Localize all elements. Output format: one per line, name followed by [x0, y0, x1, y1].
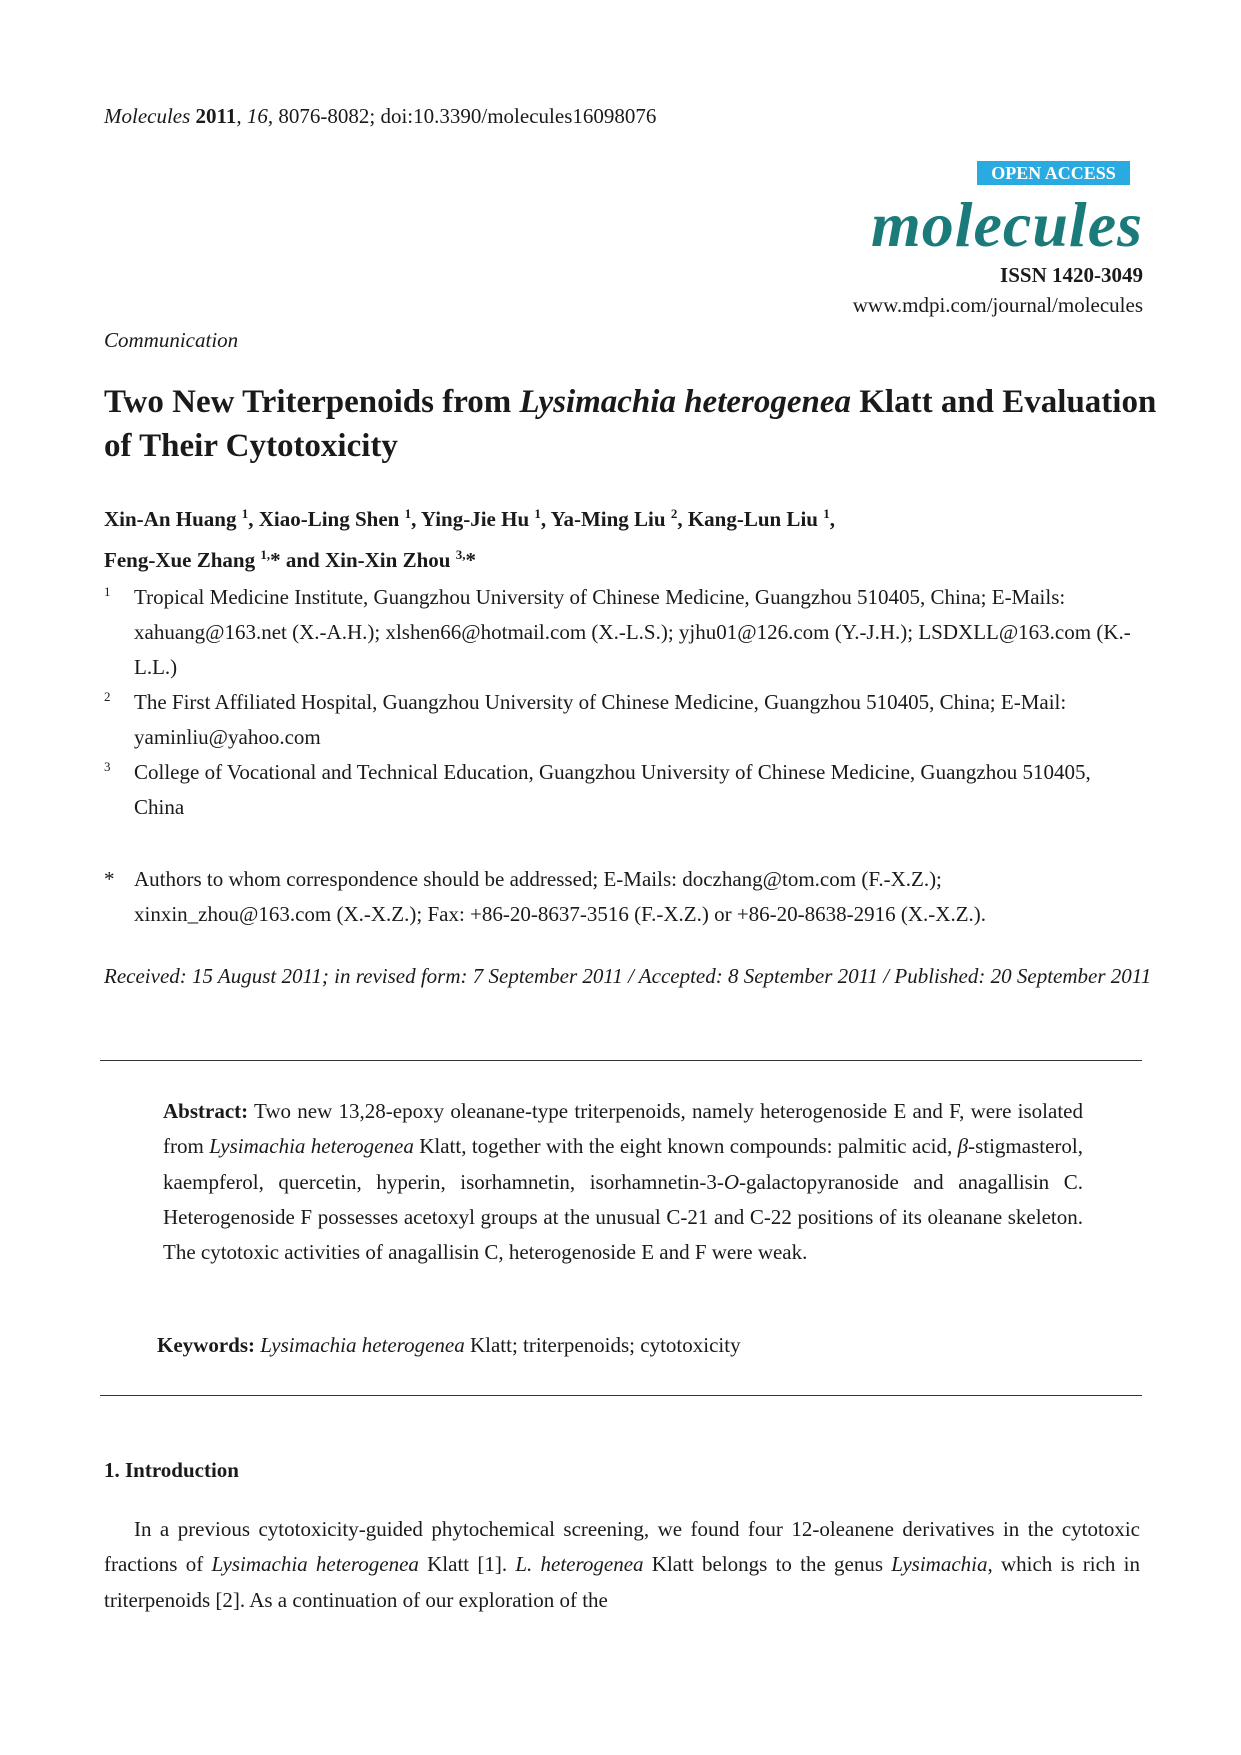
publication-dates: Received: 15 August 2011; in revised form: 7 September 2011 / Accepted: 8 September 2011 / Published: 20 September 2011	[104, 964, 1152, 988]
keywords-label: Keywords:	[157, 1333, 255, 1357]
intro-paragraph: In a previous cytotoxicity-guided phytochemical screening, we found four 12-oleanene derivatives in the cytotoxic fractions of Lysimachia heterogenea Klatt [1]. L. heterogenea Klatt belongs to the genus Lysimachia, which is rich in triterpenoids [2]. As a continuation of our exploration of the	[104, 1517, 1140, 1612]
author: Xin-Xin Zhou $^{3,}$*	[324, 547, 476, 572]
volume: 16	[246, 104, 268, 128]
citation-line: Molecules 2011, 16, 8076-8082; doi:10.3390/molecules16098076	[104, 104, 657, 128]
paper-title	[104, 380, 1164, 468]
affiliation-1	[104, 580, 1144, 685]
journal-name: Molecules	[104, 104, 191, 128]
abstract: Abstract: Two new 13,28-epoxy oleanane-type triterpenoids, namely heterogenoside E and F, were isolated from Lysimachia heterogenea Klatt, together with the eight known compounds: palmitic acid, β-stigmasterol, kaempferol, quercetin, hyperin, isorhamnetin, isorhamnetin-3-O-galactopyranoside and anagallisin C. Heterogenoside F possesses acetoxyl groups at the unusual C-21 and C-22 positions of its oleanane skeleton. The cytotoxic activities of anagallisin C, heterogenoside E and F were weak.	[163, 1099, 1083, 1265]
author: Xiao-Ling Shen $^1$,	[258, 506, 421, 531]
issn: ISSN 1420-3049	[1000, 263, 1143, 287]
section-heading: 1. Introduction	[104, 1458, 239, 1482]
affiliation-text: College of Vocational and Technical Education, Guangzhou University of Chinese Medicine, Guangzhou 510405, China	[134, 760, 1091, 819]
affiliation-3	[104, 755, 1144, 825]
open-access-badge: OPEN ACCESS	[977, 161, 1130, 185]
affiliation-number: 1	[104, 584, 111, 599]
journal-logo: molecules	[870, 189, 1143, 260]
title-italic: Lysimachia heterogenea	[519, 384, 851, 420]
affiliation-number: 2	[104, 689, 111, 704]
affiliation-text: The First Affiliated Hospital, Guangzhou University of Chinese Medicine, Guangzhou 510405, China; E-Mail: yaminliu@yahoo.com	[134, 690, 1067, 749]
divider-top	[100, 1060, 1142, 1061]
journal-url[interactable]: www.mdpi.com/journal/molecules	[852, 293, 1143, 317]
author-list	[104, 496, 1144, 578]
affiliation-text: Tropical Medicine Institute, Guangzhou University of Chinese Medicine, Guangzhou 510405, China; E-Mails: xahuang@163.net (X.-A.H.); xlshen66@hotmail.com (X.-L.S.); yjhu01@126.com (Y.-J.H.); LSDXLL@163.com (K.-L.L.)	[134, 585, 1131, 679]
correspondence-text: Authors to whom correspondence should be addressed; E-Mails: doczhang@tom.com (F.-X.Z.); xinxin_zhou@163.com (X.-X.Z.); Fax: +86-20-8637-3516 (F.-X.Z.) or +86-20-8638-2916 (X.-X.Z.).	[134, 867, 987, 926]
author: Feng-Xue Zhang $^{1,}$* and	[104, 547, 325, 572]
affiliation-number: 3	[104, 759, 111, 774]
pages-doi: , 8076-8082; doi:10.3390/molecules16098076	[267, 104, 657, 128]
article-type: Communication	[104, 328, 239, 352]
affiliation-2	[104, 685, 1144, 755]
abstract-label: Abstract:	[163, 1099, 249, 1123]
author: Ying-Jie Hu $^1$,	[420, 506, 551, 531]
author: Xin-An Huang $^1$,	[104, 506, 259, 531]
author: Ya-Ming Liu $^2$,	[550, 506, 688, 531]
year: 2011	[195, 104, 237, 128]
divider-bottom	[100, 1395, 1142, 1396]
title-part2: Klatt and Evaluation of Their Cytotoxicity	[104, 384, 1157, 464]
title-part1: Two New Triterpenoids from	[104, 384, 520, 420]
author: Kang-Lun Liu $^1$,	[687, 506, 835, 531]
correspondence-star: *	[104, 867, 115, 891]
keywords: Keywords: Lysimachia heterogenea Klatt; triterpenoids; cytotoxicity	[157, 1333, 741, 1357]
correspondence-note	[104, 862, 1144, 932]
